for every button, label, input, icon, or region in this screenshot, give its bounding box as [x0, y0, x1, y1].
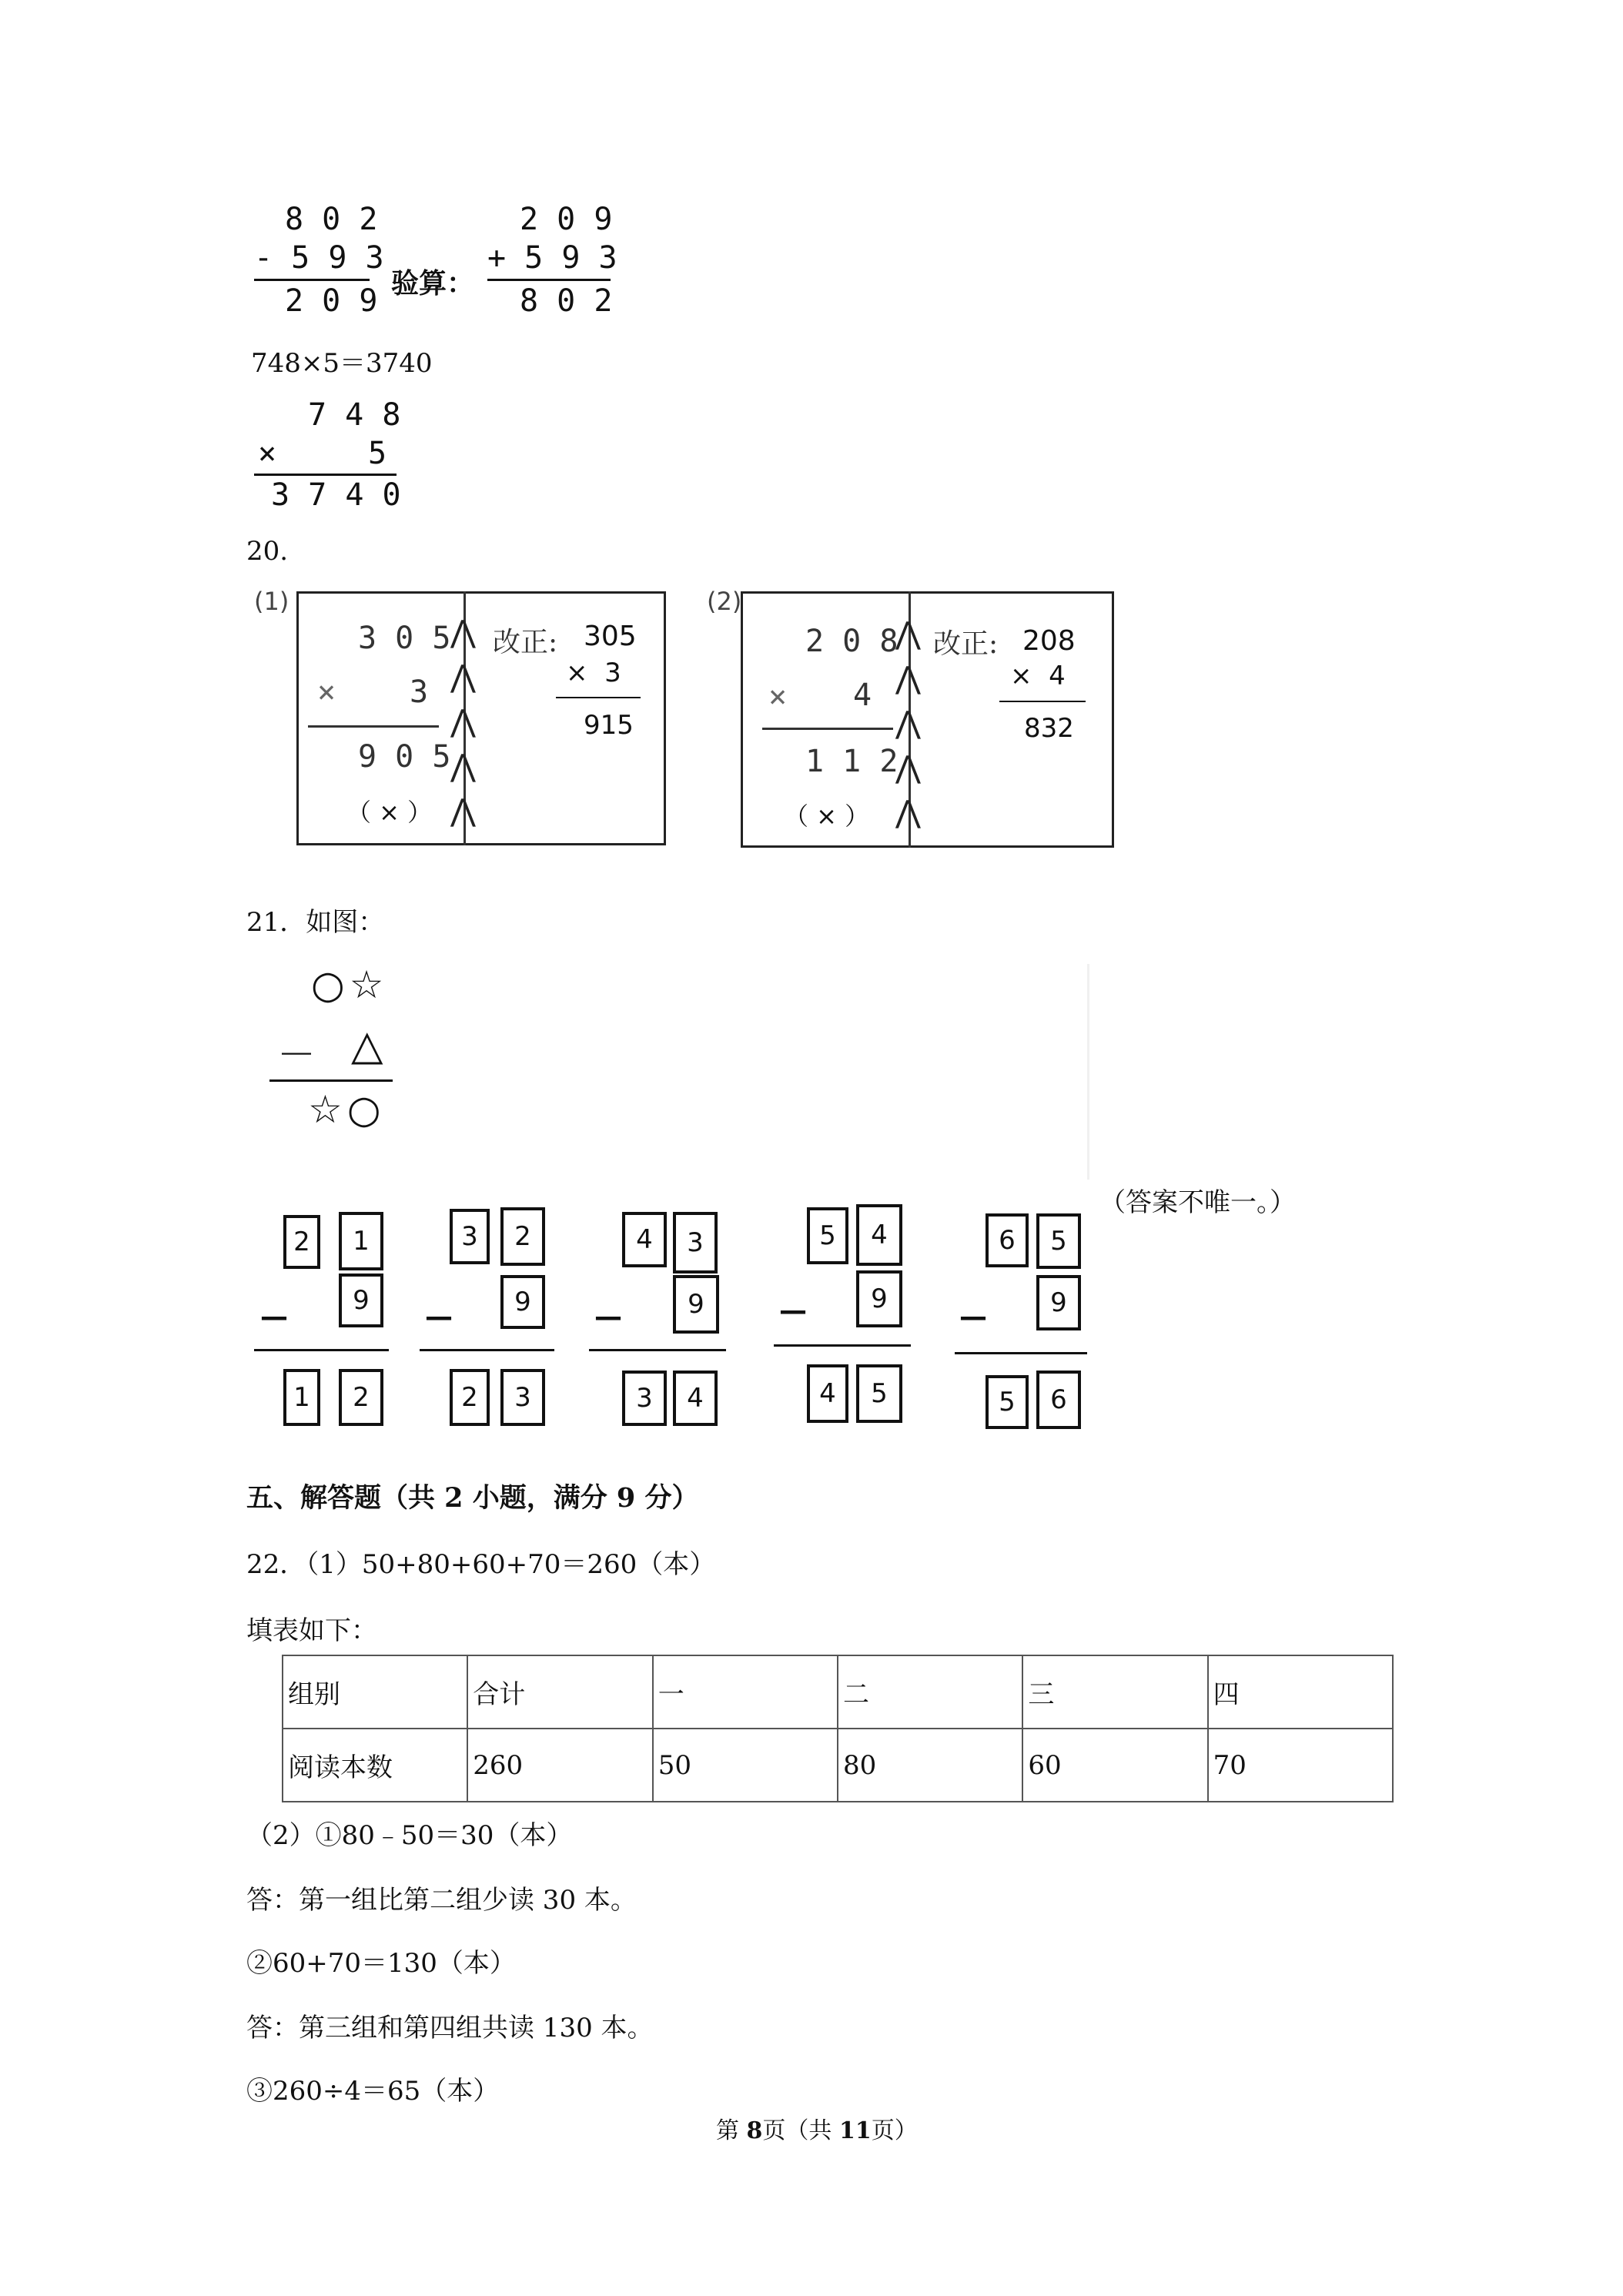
- check-label: 验算：: [391, 268, 475, 300]
- addend-1: 2 0 9: [520, 202, 613, 237]
- section-heading: 五、解答题（共 2 小题，满分 9 分）: [246, 1482, 699, 1514]
- table-cell: 80: [838, 1729, 1022, 1802]
- solution-1-op: —: [260, 1301, 288, 1333]
- solution-2-bottom-2: 3: [500, 1369, 545, 1426]
- panel-1-arrow-icon: ⋀: [450, 659, 476, 694]
- solution-5-bottom-2: 6: [1036, 1371, 1081, 1429]
- solution-5-op: —: [959, 1301, 987, 1333]
- table-cell: 二: [838, 1655, 1022, 1729]
- table-cell: 260: [467, 1729, 653, 1802]
- solution-2-sub: 9: [500, 1275, 545, 1329]
- reading-table: [282, 1655, 1394, 1802]
- panel-2-arrow-icon: ⋀: [895, 795, 921, 830]
- puzzle-op: －: [277, 1033, 316, 1077]
- panel-1-top: 3 0 5: [358, 621, 451, 656]
- q22-answer-1: 答：第一组比第二组少读 30 本。: [246, 1885, 637, 1916]
- mult-equation: 748×5＝3740: [251, 348, 433, 379]
- sum: 8 0 2: [520, 283, 613, 319]
- subtrahend-line: - 5 9 3: [254, 240, 384, 276]
- table-cell: 组别: [283, 1655, 467, 1729]
- panel-2-correction-result: 832: [1024, 713, 1074, 744]
- table-cell: 60: [1022, 1729, 1207, 1802]
- mult-sign: ×: [258, 436, 277, 471]
- panel-2-correction-top: 208: [1022, 625, 1076, 657]
- panel-1-result: 9 0 5: [358, 739, 451, 775]
- puzzle-rule: [269, 1079, 393, 1082]
- q22-part2-step2: ②60+70＝130（本）: [246, 1948, 516, 1979]
- panel-1-sign: ×: [317, 674, 336, 710]
- solution-2-op: —: [425, 1301, 453, 1333]
- table-cell: 50: [653, 1729, 838, 1802]
- mult-result: 3 7 4 0: [271, 477, 401, 513]
- solution-3-sub: 9: [673, 1275, 719, 1334]
- panel-1-correction-top: 305: [584, 621, 637, 652]
- solution-4-rule: [774, 1344, 911, 1347]
- solution-5-top-1: 6: [986, 1213, 1029, 1267]
- table-cell: 三: [1022, 1655, 1207, 1729]
- solution-1-bottom-2: 2: [339, 1369, 383, 1426]
- footer-total-pages: 11: [838, 2117, 872, 2144]
- solution-3-top-2: 3: [673, 1212, 718, 1274]
- sub-rule: [254, 279, 370, 281]
- add-rule: [487, 279, 611, 281]
- panel-2-mark: （ × ）: [784, 802, 870, 831]
- solution-1-top-2: 1: [339, 1212, 383, 1270]
- puzzle-sub: △: [351, 1021, 383, 1069]
- panel-1-mark: （ × ）: [346, 798, 433, 827]
- solution-5-bottom-1: 5: [986, 1375, 1029, 1429]
- solution-3-top-1: 4: [622, 1212, 667, 1267]
- solution-2-top-2: 2: [500, 1207, 545, 1266]
- panel-2-second: 4: [853, 678, 872, 713]
- panel-1-correction-rule: [556, 697, 641, 698]
- panel-1-rule: [308, 725, 439, 728]
- table-cell: 合计: [467, 1655, 653, 1729]
- solution-5-rule: [955, 1352, 1087, 1354]
- table-cell: 阅读本数: [283, 1729, 467, 1802]
- panel-1-correction-result: 915: [584, 710, 634, 741]
- table-row: [283, 1729, 1393, 1802]
- q22-part2-step3: ③260÷4＝65（本）: [246, 2076, 500, 2107]
- panel-2-top: 2 0 8: [805, 624, 899, 659]
- solution-3-rule: [589, 1349, 726, 1351]
- solution-3-op: —: [594, 1301, 622, 1333]
- panel-2-sign: ×: [768, 679, 788, 715]
- panel-1-second: 3: [410, 674, 429, 710]
- panel-1-correction-label: 改正:: [493, 627, 558, 658]
- solution-1-top-1: 2: [283, 1215, 320, 1269]
- panel-2-correction-label: 改正:: [933, 628, 999, 660]
- panel-2-arrow-icon: ⋀: [895, 616, 921, 651]
- panel-1-arrow-icon: ⋀: [450, 748, 476, 784]
- panel-2-correction-rule: [999, 701, 1086, 702]
- addend-2-line: + 5 9 3: [487, 240, 617, 276]
- image-edge: [1087, 964, 1089, 1180]
- panel-1-arrow-icon: ⋀: [450, 614, 476, 650]
- q22-fill-intro: 填表如下：: [246, 1615, 377, 1646]
- solution-1-sub: 9: [339, 1274, 383, 1327]
- footer-page-number: 8: [746, 2117, 763, 2144]
- mult-rule: [254, 474, 397, 476]
- panel-2-correction-op: × 4: [1010, 661, 1066, 691]
- panel-2-result: 1 1 2: [805, 744, 899, 779]
- solution-5-top-2: 5: [1036, 1213, 1081, 1269]
- mult-top: 7 4 8: [308, 397, 401, 433]
- panel-1-arrow-icon: ⋀: [450, 704, 476, 739]
- panel-1-correction-op: × 3: [566, 658, 621, 688]
- mult-second: 5: [368, 436, 387, 471]
- table-cell: 四: [1208, 1655, 1393, 1729]
- solution-3-bottom-2: 4: [673, 1371, 718, 1426]
- solution-4-sub: 9: [856, 1270, 902, 1327]
- page-footer: [716, 2111, 918, 2145]
- solution-3-bottom-1: 3: [622, 1371, 667, 1426]
- table-cell: 一: [653, 1655, 838, 1729]
- footer-prefix: 第: [716, 2117, 747, 2144]
- panel-1-index: (1): [254, 587, 289, 616]
- puzzle-bottom: ☆○: [308, 1087, 386, 1132]
- table-header-row: [283, 1655, 1393, 1729]
- panel-2-arrow-icon: ⋀: [895, 705, 921, 741]
- panel-2-arrow-icon: ⋀: [895, 750, 921, 785]
- solution-2-top-1: 3: [450, 1209, 490, 1264]
- q22-line-1: 22．（1）50+80+60+70＝260（本）: [246, 1549, 716, 1580]
- puzzle-top: ○☆: [311, 962, 389, 1007]
- footer-middle: 页（共: [762, 2117, 839, 2144]
- q21-label: 21．如图：: [246, 907, 385, 938]
- solution-4-op: —: [779, 1295, 807, 1327]
- q22-part2-step1: （2）①80﹣50＝30（本）: [246, 1820, 573, 1851]
- panel-2-index: (2): [707, 587, 742, 616]
- solution-2-rule: [420, 1349, 554, 1351]
- solution-4-top-1: 5: [807, 1207, 848, 1264]
- q20-label: 20.: [246, 536, 289, 567]
- panel-1-arrow-icon: ⋀: [450, 793, 476, 828]
- panel-2-arrow-icon: ⋀: [895, 661, 921, 696]
- q22-answer-2: 答：第三组和第四组共读 130 本。: [246, 2013, 654, 2043]
- solution-4-bottom-2: 5: [856, 1364, 902, 1423]
- panel-2-rule: [762, 728, 893, 730]
- solution-4-top-2: 4: [856, 1204, 902, 1266]
- solution-1-bottom-1: 1: [283, 1369, 320, 1426]
- table-cell: 70: [1208, 1729, 1393, 1802]
- solution-2-bottom-1: 2: [450, 1369, 490, 1426]
- solution-1-rule: [254, 1349, 389, 1351]
- solution-5-sub: 9: [1036, 1275, 1081, 1330]
- q21-note: （答案不唯一。）: [1099, 1187, 1296, 1218]
- difference: 2 0 9: [285, 283, 378, 319]
- footer-suffix: 页）: [871, 2117, 918, 2144]
- solution-4-bottom-1: 4: [807, 1364, 848, 1423]
- minuend: 8 0 2: [285, 202, 378, 237]
